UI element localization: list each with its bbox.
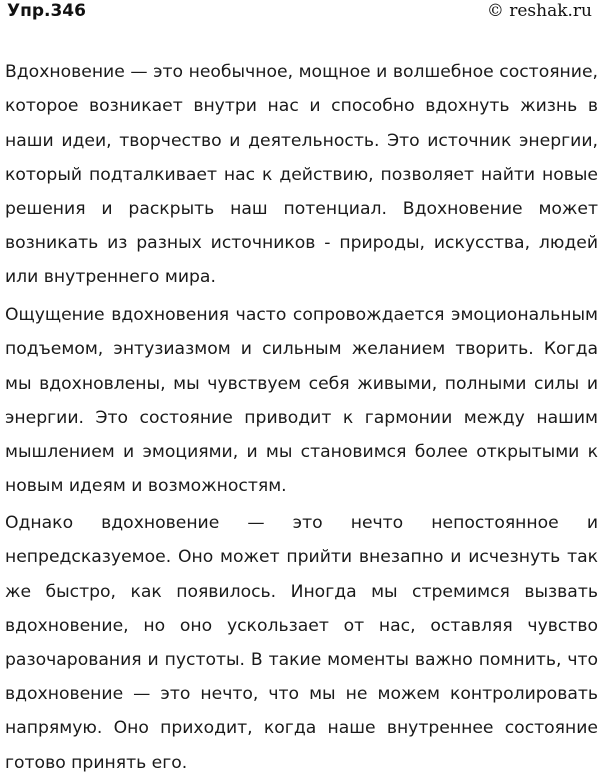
paragraph-2: Ощущение вдохновения часто сопровождается эмоциональным подъемом, энтузиазмом и сильным желанием творить. Когда мы вдохновлены, мы чувствуем себя живыми, полными силы и энергии. Это состояние приводит к гармонии между нашим мышлением и эмоциями, и мы становимся более открытыми к новым идеям и возможностям. [5,305,598,497]
paragraph-3: Однако вдохновение — это нечто непостоянное и непредсказуемое. Оно может прийти внезапно и исчезнуть так же быстро, как появилось. Иногда мы стремимся вызвать вдохновение, но оно ускользает от нас, оставляя чувство разочарования и пустоты. В такие моменты важно помнить, что вдохновение — это нечто, что мы не можем контролировать напрямую. Оно приходит, когда наше внутреннее состояние готово принять его. [5,513,598,773]
paragraph-1: Вдохновение — это необычное, мощное и волшебное состояние, которое возникает внутри нас и способно вдохнуть жизнь в наши идеи, творчество и деятельность. Это источник энергии, который подталкивает нас к действию, позволяет найти новые решения и раскрыть наш потенциал. Вдохновение может возникать из разных источников - природы, искусства, людей или внутреннего мира. [5,62,598,288]
exercise-number: Упр.346 [7,1,86,21]
header [5,0,598,30]
copyright-label: © reshak.ru [486,1,592,21]
